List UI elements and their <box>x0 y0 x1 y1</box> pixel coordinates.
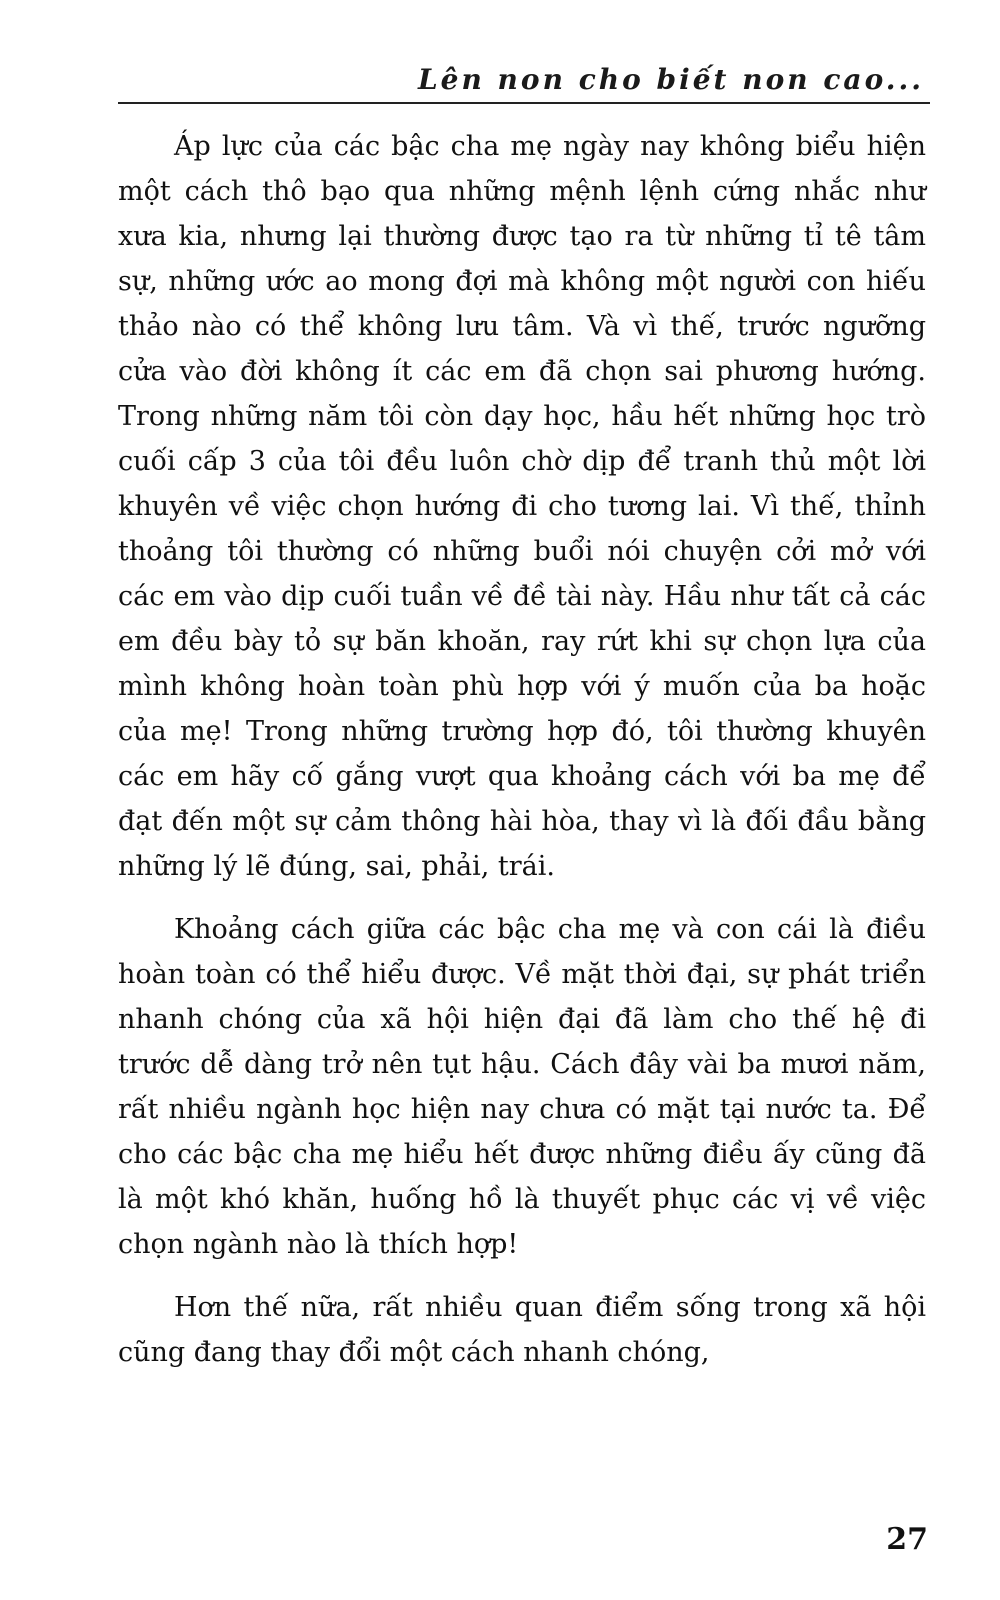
paragraph-1: Áp lực của các bậc cha mẹ ngày nay không biểu hiện một cách thô bạo qua những mệnh lệnh cứng nhắc như xưa kia, nhưng lại thường được tạo ra từ những tỉ tê tâm sự, những ước ao mong đợi mà không một người con hiếu thảo nào có thể không lưu tâm. Và vì thế, trước ngưỡng cửa vào đời không ít các em đã chọn sai phương hướng. Trong những năm tôi còn dạy học, hầu hết những học trò cuối cấp 3 của tôi đều luôn chờ dịp để tranh thủ một lời khuyên về việc chọn hướng đi cho tương lai. Vì thế, thỉnh thoảng tôi thường có những buổi nói chuyện cởi mở với các em vào dịp cuối tuần về đề tài này. Hầu như tất cả các em đều bày tỏ sự băn khoăn, ray rứt khi sự chọn lựa của mình không hoàn toàn phù hợp với ý muốn của ba hoặc của mẹ! Trong những trường hợp đó, tôi thường khuyên các em hãy cố gắng vượt qua khoảng cách với ba mẹ để đạt đến một sự cảm thông hài hòa, thay vì là đối đầu bằng những lý lẽ đúng, sai, phải, trái. <box>118 131 926 882</box>
paragraph-3: Hơn thế nữa, rất nhiều quan điểm sống trong xã hội cũng đang thay đổi một cách nhanh chóng, <box>118 1292 926 1368</box>
running-header-title: Lên non cho biết non cao... <box>417 63 924 96</box>
page-number: 27 <box>886 1522 928 1557</box>
running-header <box>118 56 930 104</box>
body-text <box>118 124 926 1393</box>
paragraph-2: Khoảng cách giữa các bậc cha mẹ và con cái là điều hoàn toàn có thể hiểu được. Về mặt thời đại, sự phát triển nhanh chóng của xã hội hiện đại đã làm cho thế hệ đi trước dễ dàng trở nên tụt hậu. Cách đây vài ba mươi năm, rất nhiều ngành học hiện nay chưa có mặt tại nước ta. Để cho các bậc cha mẹ hiểu hết được những điều ấy cũng đã là một khó khăn, huống hồ là thuyết phục các vị về việc chọn ngành nào là thích hợp! <box>118 914 926 1260</box>
